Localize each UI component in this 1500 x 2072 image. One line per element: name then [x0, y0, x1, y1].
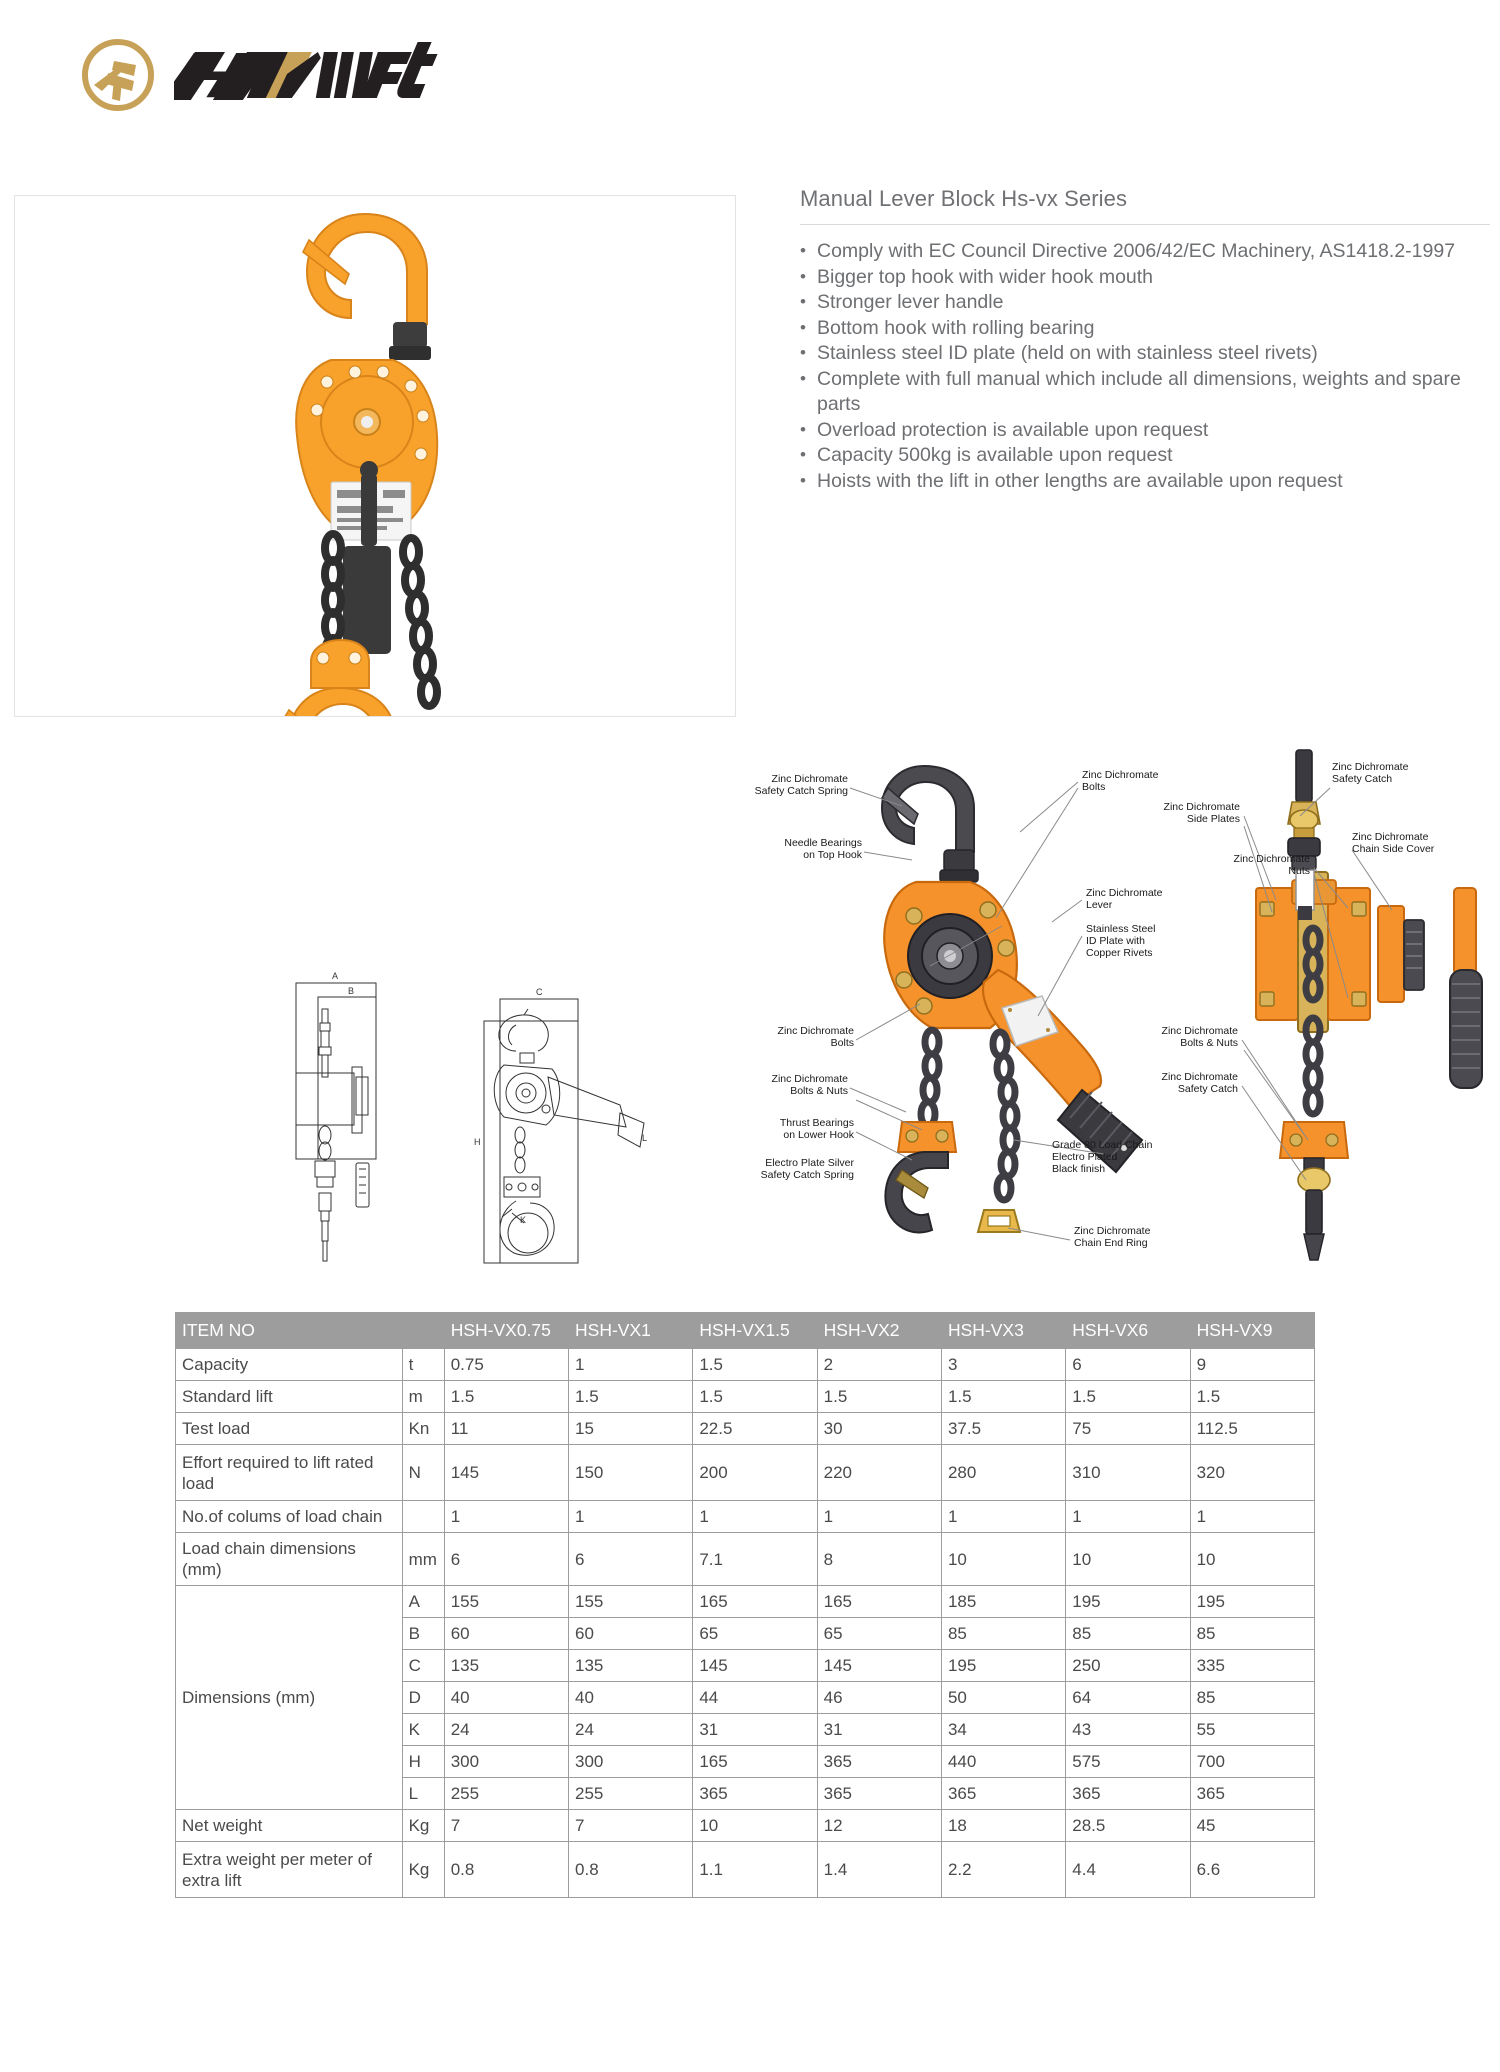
cell: 46	[817, 1682, 941, 1714]
cell: 55	[1190, 1714, 1314, 1746]
cell: 255	[569, 1778, 693, 1810]
callout-chain-end-ring: Zinc Dichromate	[1074, 1225, 1151, 1237]
cell: 220	[817, 1445, 941, 1501]
callout-bolts-nuts: Zinc Dichromate	[771, 1073, 848, 1085]
callout-zinc-lever: Zinc Dichromate	[1086, 887, 1163, 899]
cell: 145	[444, 1445, 568, 1501]
cell: 37.5	[941, 1413, 1065, 1445]
svg-text:Electro Plated: Electro Plated	[1052, 1151, 1118, 1163]
dimensions-group-label: Dimensions (mm)	[176, 1586, 403, 1810]
page-header	[78, 30, 498, 120]
cell: 85	[1190, 1682, 1314, 1714]
cell: 1	[693, 1501, 817, 1533]
svg-text:Side Plates: Side Plates	[1186, 813, 1240, 825]
component-callout-diagram	[752, 740, 1492, 1300]
cell: 575	[1066, 1746, 1190, 1778]
svg-text:ID Plate with: ID Plate with	[1086, 935, 1145, 947]
callout-zinc-nuts: Zinc Dichromate	[1233, 853, 1310, 865]
header-model-4: HSH-VX3	[941, 1313, 1065, 1349]
cell: 365	[817, 1746, 941, 1778]
row-unit: mm	[402, 1533, 444, 1586]
cell: 365	[1190, 1778, 1314, 1810]
callout-electro-plate-silver: Electro Plate Silver	[765, 1157, 854, 1169]
row-unit: Kg	[402, 1810, 444, 1842]
specification-panel	[800, 186, 1490, 494]
cell: 43	[1066, 1714, 1190, 1746]
row-label: Net weight	[176, 1810, 403, 1842]
hxlift-logo-icon	[78, 35, 164, 115]
callout-id-plate: Stainless Steel	[1086, 923, 1156, 935]
cell: 195	[941, 1650, 1065, 1682]
cell: 75	[1066, 1413, 1190, 1445]
cell: 300	[569, 1746, 693, 1778]
table-row	[176, 1381, 1315, 1413]
svg-text:on Top Hook: on Top Hook	[803, 849, 862, 861]
cell: 64	[1066, 1682, 1190, 1714]
callout-safety-catch-spring: Zinc Dichromate	[771, 773, 848, 785]
svg-text:Safety Catch Spring: Safety Catch Spring	[754, 785, 848, 797]
cell: 1	[1190, 1501, 1314, 1533]
dimension-key: B	[402, 1618, 444, 1650]
cell: 1.5	[1066, 1381, 1190, 1413]
cell: 1	[444, 1501, 568, 1533]
dimension-key: C	[402, 1650, 444, 1682]
cell: 6	[444, 1533, 568, 1586]
cell: 1	[569, 1501, 693, 1533]
cell: 155	[444, 1586, 568, 1618]
dim-label-k: K	[520, 1215, 527, 1225]
list-item: • Stronger lever handle	[800, 290, 1490, 316]
cell: 700	[1190, 1746, 1314, 1778]
cell: 1.5	[941, 1381, 1065, 1413]
table-row	[176, 1586, 1315, 1618]
row-label: Effort required to lift rated load	[176, 1445, 403, 1501]
cell: 1.5	[693, 1349, 817, 1381]
cell: 165	[693, 1746, 817, 1778]
cell: 7.1	[693, 1533, 817, 1586]
dim-label-b: B	[348, 986, 355, 996]
table-row	[176, 1533, 1315, 1586]
cell: 12	[817, 1810, 941, 1842]
cell: 165	[817, 1586, 941, 1618]
row-label: Load chain dimensions (mm)	[176, 1533, 403, 1586]
cell: 155	[569, 1586, 693, 1618]
cell: 65	[817, 1618, 941, 1650]
cell: 1	[569, 1349, 693, 1381]
cell: 24	[569, 1714, 693, 1746]
header-model-3: HSH-VX2	[817, 1313, 941, 1349]
callout-side-safety-catch: Zinc Dichromate	[1332, 761, 1409, 773]
cell: 7	[569, 1810, 693, 1842]
cell: 310	[1066, 1445, 1190, 1501]
specification-table	[175, 1312, 1315, 1898]
svg-text:Black finish: Black finish	[1052, 1163, 1106, 1175]
header-model-1: HSH-VX1	[569, 1313, 693, 1349]
svg-text:Bolts & Nuts: Bolts & Nuts	[790, 1085, 848, 1097]
cell: 45	[1190, 1810, 1314, 1842]
cell: 30	[817, 1413, 941, 1445]
cell: 195	[1190, 1586, 1314, 1618]
cell: 1	[817, 1501, 941, 1533]
row-unit: t	[402, 1349, 444, 1381]
cell: 300	[444, 1746, 568, 1778]
cell: 6	[1066, 1349, 1190, 1381]
feature-list	[800, 239, 1490, 494]
cell: 10	[1066, 1533, 1190, 1586]
svg-text:Safety Catch: Safety Catch	[1332, 773, 1393, 785]
cell: 165	[693, 1586, 817, 1618]
row-unit: Kn	[402, 1413, 444, 1445]
title-divider	[800, 224, 1490, 225]
cell: 335	[1190, 1650, 1314, 1682]
cell: 60	[444, 1618, 568, 1650]
cell: 6.6	[1190, 1842, 1314, 1898]
dim-label-l: L	[642, 1133, 648, 1143]
header-unit	[402, 1313, 444, 1349]
svg-text:Chain Side Cover: Chain Side Cover	[1352, 843, 1435, 855]
cell: 1.5	[693, 1381, 817, 1413]
svg-text:Safety Catch Spring: Safety Catch Spring	[760, 1169, 854, 1181]
header-model-2: HSH-VX1.5	[693, 1313, 817, 1349]
cell: 112.5	[1190, 1413, 1314, 1445]
cell: 1.5	[817, 1381, 941, 1413]
cell: 9	[1190, 1349, 1314, 1381]
cell: 85	[1066, 1618, 1190, 1650]
specification-table-container	[175, 1312, 1315, 1898]
cell: 1.5	[444, 1381, 568, 1413]
callout-side-plates: Zinc Dichromate	[1163, 801, 1240, 813]
cell: 1	[1066, 1501, 1190, 1533]
callout-grade-80-chain: Grade 80 Load Chain	[1052, 1139, 1153, 1151]
svg-text:on Lower Hook: on Lower Hook	[783, 1129, 854, 1141]
cell: 34	[941, 1714, 1065, 1746]
brand-wordmark	[174, 40, 454, 110]
cell: 40	[569, 1682, 693, 1714]
svg-text:Bolts: Bolts	[830, 1037, 854, 1049]
table-row	[176, 1842, 1315, 1898]
cell: 50	[941, 1682, 1065, 1714]
cell: 24	[444, 1714, 568, 1746]
list-item: • Bigger top hook with wider hook mouth	[800, 265, 1490, 291]
table-row	[176, 1445, 1315, 1501]
header-model-6: HSH-VX9	[1190, 1313, 1314, 1349]
svg-text:Bolts & Nuts: Bolts & Nuts	[1180, 1037, 1238, 1049]
cell: 150	[569, 1445, 693, 1501]
callout-side-safety-catch-2: Zinc Dichromate	[1161, 1071, 1238, 1083]
cell: 195	[1066, 1586, 1190, 1618]
cell: 320	[1190, 1445, 1314, 1501]
page-title: Manual Lever Block Hs-vx Series	[800, 186, 1128, 211]
dim-label-c: C	[536, 987, 543, 997]
cell: 135	[569, 1650, 693, 1682]
row-unit: m	[402, 1381, 444, 1413]
cell: 22.5	[693, 1413, 817, 1445]
dimension-key: H	[402, 1746, 444, 1778]
svg-text:Nuts: Nuts	[1288, 865, 1310, 877]
cell: 365	[693, 1778, 817, 1810]
dimension-key: D	[402, 1682, 444, 1714]
cell: 2.2	[941, 1842, 1065, 1898]
table-row	[176, 1413, 1315, 1445]
cell: 40	[444, 1682, 568, 1714]
row-label: Extra weight per meter of extra lift	[176, 1842, 403, 1898]
cell: 10	[693, 1810, 817, 1842]
cell: 85	[1190, 1618, 1314, 1650]
list-item: • Hoists with the lift in other lengths are available upon request	[800, 469, 1490, 495]
row-label: Capacity	[176, 1349, 403, 1381]
cell: 365	[817, 1778, 941, 1810]
cell: 250	[1066, 1650, 1190, 1682]
dim-label-h: H	[474, 1137, 481, 1147]
list-item: • Bottom hook with rolling bearing	[800, 316, 1490, 342]
row-unit	[402, 1501, 444, 1533]
cell: 2	[817, 1349, 941, 1381]
callout-zinc-bolts-left: Zinc Dichromate	[777, 1025, 854, 1037]
cell: 1.1	[693, 1842, 817, 1898]
callout-needle-bearings: Needle Bearings	[784, 837, 862, 849]
cell: 145	[693, 1650, 817, 1682]
cell: 1.4	[817, 1842, 941, 1898]
cell: 1.5	[1190, 1381, 1314, 1413]
cell: 1.5	[569, 1381, 693, 1413]
cell: 200	[693, 1445, 817, 1501]
cell: 7	[444, 1810, 568, 1842]
table-row	[176, 1501, 1315, 1533]
row-label: No.of colums of load chain	[176, 1501, 403, 1533]
list-item: • Stainless steel ID plate (held on with stainless steel rivets)	[800, 341, 1490, 367]
svg-text:Bolts: Bolts	[1082, 781, 1106, 793]
cell: 28.5	[1066, 1810, 1190, 1842]
cell: 18	[941, 1810, 1065, 1842]
table-header-row	[176, 1313, 1315, 1349]
cell: 1	[941, 1501, 1065, 1533]
cell: 60	[569, 1618, 693, 1650]
callout-thrust-bearings: Thrust Bearings	[779, 1117, 854, 1129]
cell: 6	[569, 1533, 693, 1586]
svg-text:Copper Rivets: Copper Rivets	[1086, 947, 1153, 959]
dimension-line-drawings	[290, 965, 670, 1295]
svg-text:Lever: Lever	[1086, 899, 1113, 911]
cell: 15	[569, 1413, 693, 1445]
dimension-key: K	[402, 1714, 444, 1746]
cell: 65	[693, 1618, 817, 1650]
table-row	[176, 1349, 1315, 1381]
cell: 185	[941, 1586, 1065, 1618]
header-model-5: HSH-VX6	[1066, 1313, 1190, 1349]
row-label: Standard lift	[176, 1381, 403, 1413]
cell: 145	[817, 1650, 941, 1682]
cell: 85	[941, 1618, 1065, 1650]
svg-text:Chain End Ring: Chain End Ring	[1074, 1237, 1148, 1249]
cell: 10	[941, 1533, 1065, 1586]
list-item: • Comply with EC Council Directive 2006/42/EC Machinery, AS1418.2-1997	[800, 239, 1490, 265]
cell: 8	[817, 1533, 941, 1586]
dimension-key: L	[402, 1778, 444, 1810]
cell: 0.75	[444, 1349, 568, 1381]
row-unit: Kg	[402, 1842, 444, 1898]
callout-side-bolts-nuts: Zinc Dichromate	[1161, 1025, 1238, 1037]
cell: 3	[941, 1349, 1065, 1381]
cell: 440	[941, 1746, 1065, 1778]
cell: 31	[817, 1714, 941, 1746]
cell: 31	[693, 1714, 817, 1746]
cell: 10	[1190, 1533, 1314, 1586]
cell: 0.8	[444, 1842, 568, 1898]
cell: 280	[941, 1445, 1065, 1501]
cell: 11	[444, 1413, 568, 1445]
dimension-key: A	[402, 1586, 444, 1618]
list-item: • Complete with full manual which include all dimensions, weights and spare parts	[800, 367, 1490, 418]
callout-chain-side-cover: Zinc Dichromate	[1352, 831, 1429, 843]
cell: 135	[444, 1650, 568, 1682]
product-photo	[14, 195, 736, 717]
header-item-no: ITEM NO	[176, 1313, 403, 1349]
cell: 0.8	[569, 1842, 693, 1898]
row-label: Test load	[176, 1413, 403, 1445]
table-row	[176, 1810, 1315, 1842]
row-unit: N	[402, 1445, 444, 1501]
cell: 44	[693, 1682, 817, 1714]
cell: 4.4	[1066, 1842, 1190, 1898]
header-model-0: HSH-VX0.75	[444, 1313, 568, 1349]
cell: 255	[444, 1778, 568, 1810]
svg-text:Safety Catch: Safety Catch	[1177, 1083, 1238, 1095]
list-item: • Capacity 500kg is available upon request	[800, 443, 1490, 469]
dim-label-a: A	[332, 971, 339, 981]
cell: 365	[1066, 1778, 1190, 1810]
list-item: • Overload protection is available upon request	[800, 418, 1490, 444]
cell: 365	[941, 1778, 1065, 1810]
callout-zinc-bolts-right: Zinc Dichromate	[1082, 769, 1159, 781]
